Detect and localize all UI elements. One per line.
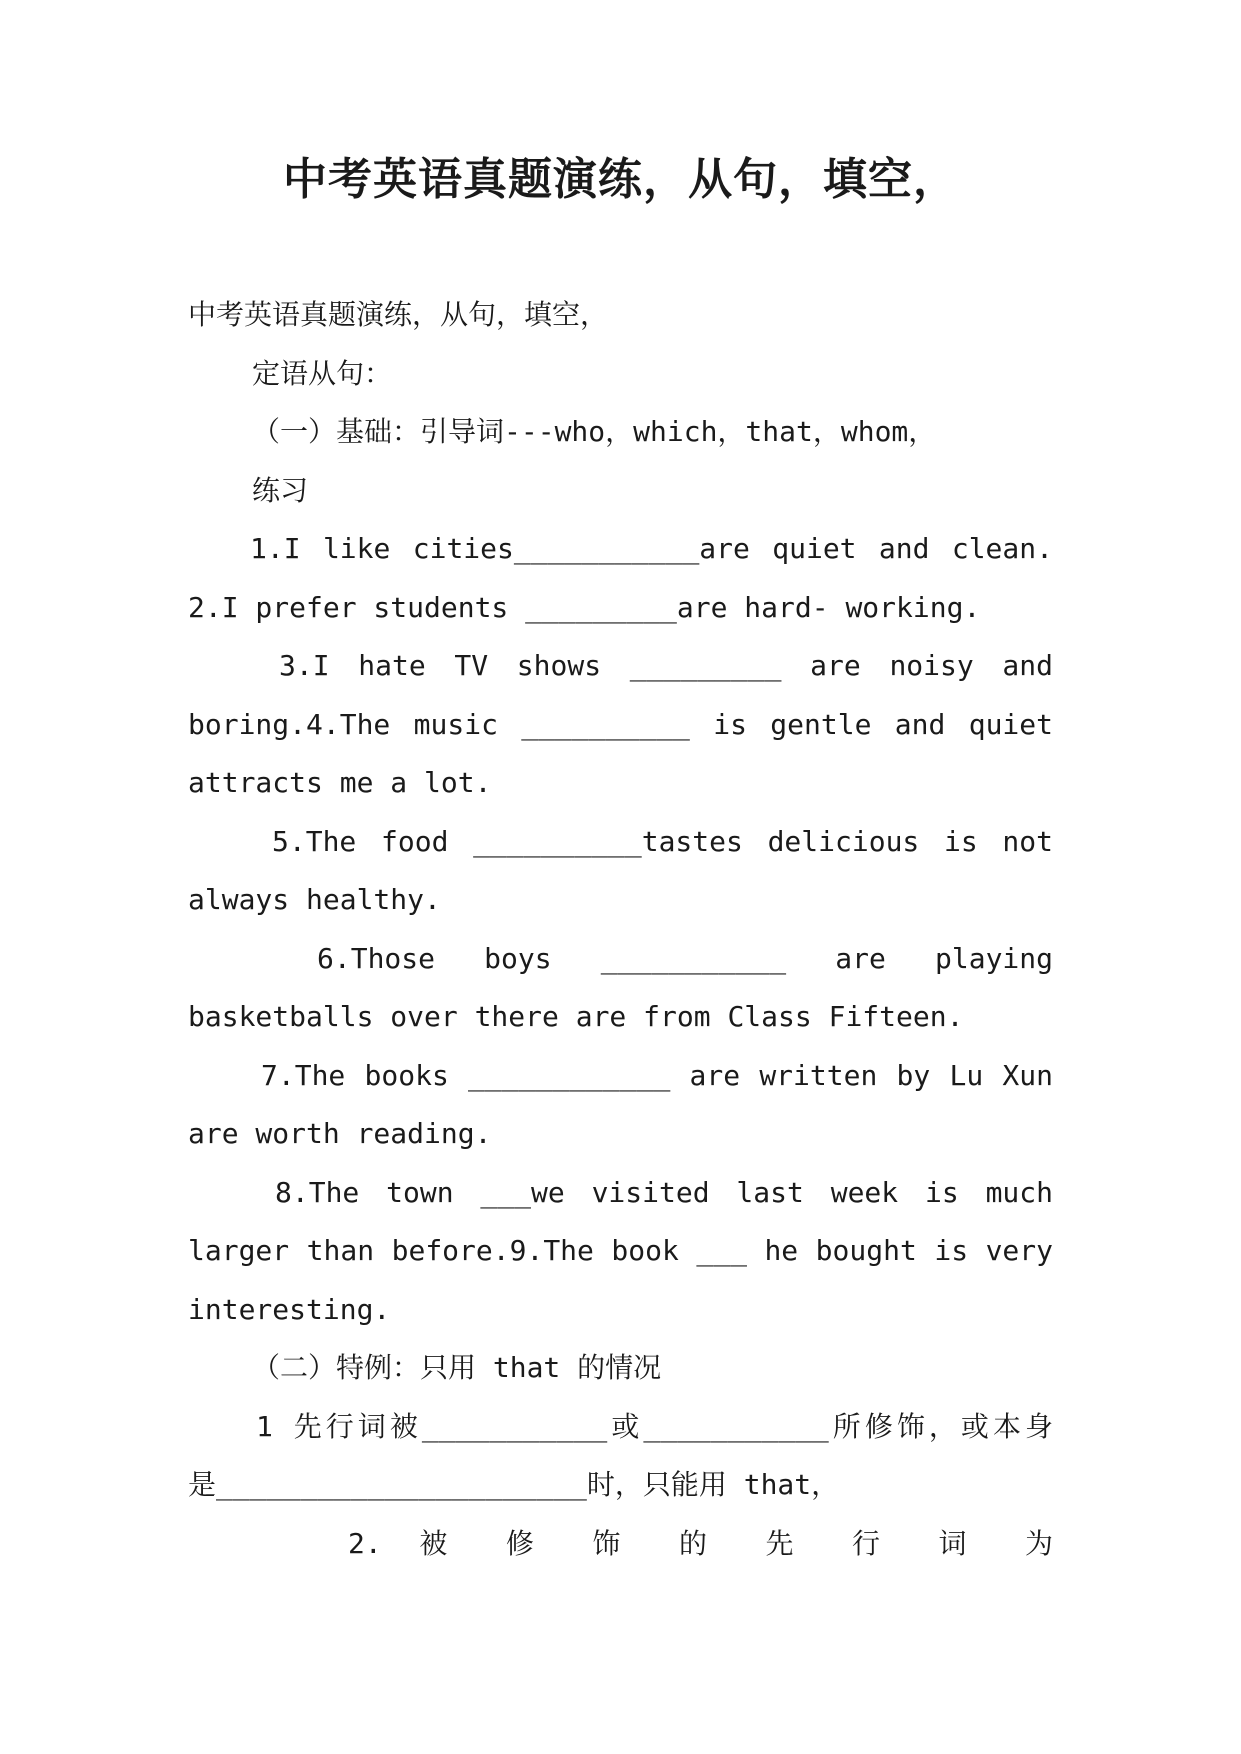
document-body [188,286,1053,1573]
exercise-3: 3.I hate TV shows _________ are noisy and [279,649,1053,682]
exercise-7: 7.The books ____________ are written by Lu Xun [261,1058,1053,1092]
exercise-8-9-continued: larger than before.9.The book ___ he bought is very [188,1234,1053,1267]
exercise-5: 5.The food __________tastes delicious is not [272,824,1053,858]
exercise-7-continued: are worth reading. [188,1117,492,1150]
exercise-8: 8.The town ___we visited last week is much [275,1175,1053,1209]
exercise-6-continued: basketballs over there are from Class Fifteen. [188,1000,964,1033]
exercise-4-continued: attracts me a lot. [188,766,492,799]
body-heading: 中考英语真题演练，从句，填空， [188,298,609,331]
exercise-9-continued: interesting. [188,1292,391,1326]
rule-1-continued: 是______________________时，只能用 that， [188,1468,840,1501]
exercise-5-continued: always healthy. [188,883,441,916]
subsection-special-cases: （二）特例：只用 that 的情况 [252,1351,662,1384]
rule-1: 1 先行词被___________或___________所修饰，或本身 [256,1409,1053,1443]
subsection-basics: （一）基础：引导词---who，which，that，whom， [252,415,937,448]
rule-2: 2. 被 修 饰 的 先 行 词 为 [348,1526,1053,1560]
practice-label: 练习 [252,473,309,507]
exercise-2: 2.I prefer students _________are hard- working. [188,590,981,624]
exercise-1: 1.I like cities___________are quiet and clean. [250,532,1053,565]
exercise-3-4-continued: boring.4.The music __________ is gentle and quiet [188,707,1053,741]
document-title: 中考英语真题演练，从句，填空， [283,154,958,205]
exercise-6: 6.Those boys ___________ are playing [317,941,1053,975]
section-heading-attributive-clause: 定语从句： [252,356,393,390]
